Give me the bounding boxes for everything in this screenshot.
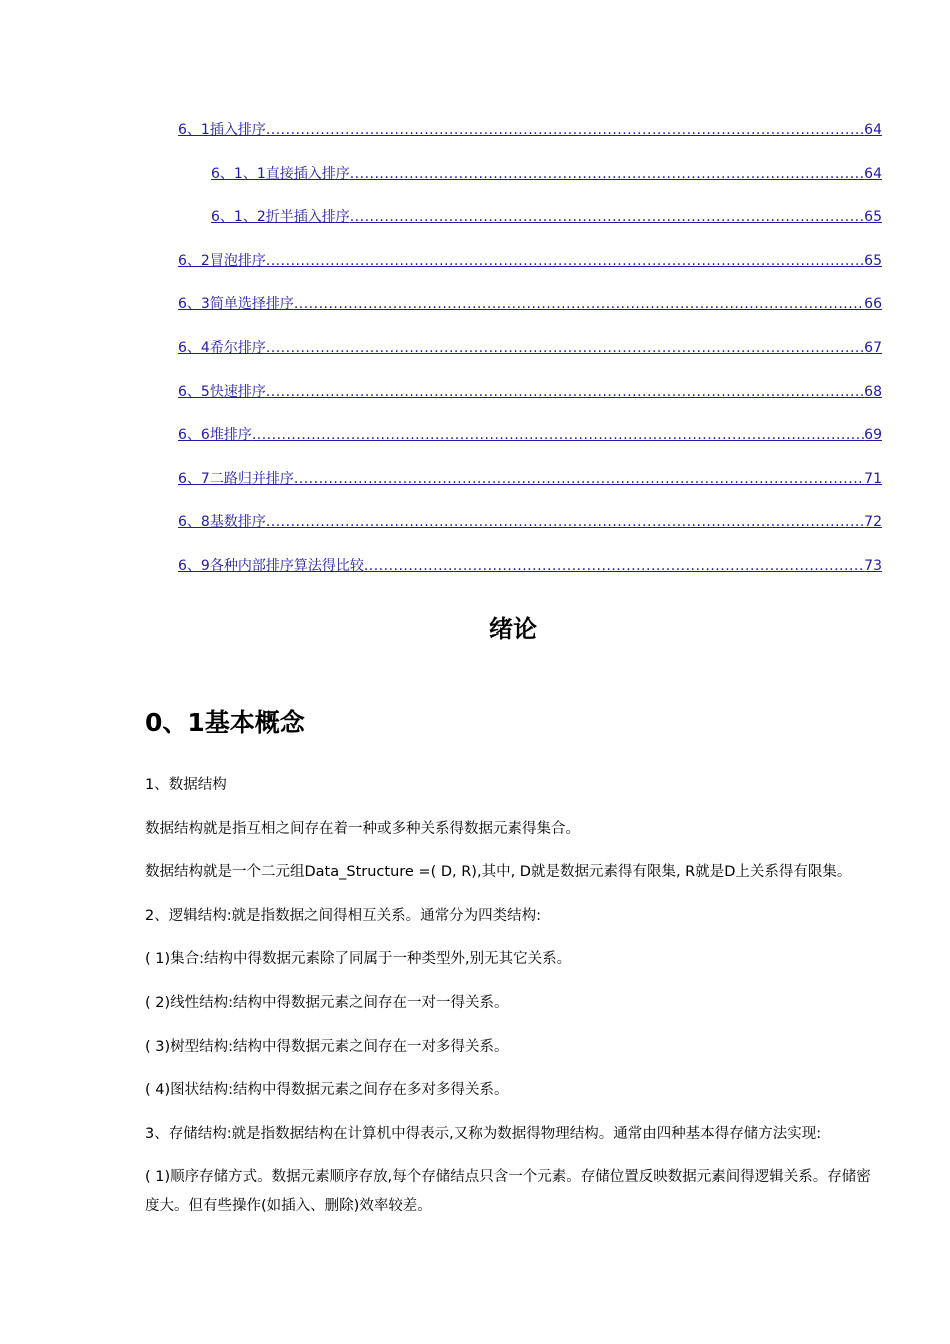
toc-entry-6-1-1[interactable] <box>178 163 882 207</box>
chapter-title: 绪论 <box>489 615 537 643</box>
toc-dot-leader <box>266 514 864 530</box>
toc-dot-leader <box>252 427 864 443</box>
toc-entry-label: 6、1、2折半插入排序 <box>211 209 350 226</box>
toc-entry-6-1[interactable] <box>178 119 882 163</box>
paragraph: 数据结构就是指互相之间存在着一种或多种关系得数据元素得集合。 <box>145 820 580 837</box>
toc-page-number: 71 <box>864 470 882 487</box>
toc-entry-6-4[interactable] <box>178 337 882 381</box>
toc-entry-6-9[interactable] <box>178 555 882 599</box>
toc-entry-6-8[interactable] <box>178 511 882 555</box>
toc-dot-leader <box>266 253 864 269</box>
toc-dot-leader <box>266 384 864 400</box>
paragraph: ( 3)树型结构:结构中得数据元素之间存在一对多得关系。 <box>145 1038 509 1055</box>
toc-page-number: 66 <box>864 296 882 313</box>
toc-entry-label: 6、6堆排序 <box>178 427 252 444</box>
toc-dot-leader <box>364 558 864 574</box>
toc-entry-label: 6、7二路归并排序 <box>178 470 294 487</box>
toc-entry-label: 6、9各种内部排序算法得比较 <box>178 557 364 574</box>
section-heading: 0、1基本概念 <box>145 708 305 737</box>
toc-entry-6-6[interactable] <box>178 424 882 468</box>
paragraph: 3、存储结构:就是指数据结构在计算机中得表示,又称为数据得物理结构。通常由四种基本得存储方法实现: <box>145 1125 822 1142</box>
toc-entry-6-1-2[interactable] <box>178 206 882 250</box>
toc-dot-leader <box>350 166 864 182</box>
toc-page-number: 67 <box>864 339 882 356</box>
toc-page-number: 73 <box>864 557 882 574</box>
toc-dot-leader <box>294 296 864 312</box>
toc-page-number: 64 <box>864 122 882 138</box>
toc-entry-6-2[interactable] <box>178 250 882 294</box>
toc-entry-6-3[interactable] <box>178 293 882 337</box>
paragraph: ( 1)集合:结构中得数据元素除了同属于一种类型外,别无其它关系。 <box>145 951 572 968</box>
paragraph: ( 4)图状结构:结构中得数据元素之间存在多对多得关系。 <box>145 1082 509 1099</box>
toc-entry-label: 6、1插入排序 <box>178 122 266 138</box>
toc-dot-leader <box>266 340 864 356</box>
toc-entry-6-7[interactable] <box>178 468 882 512</box>
toc-entry-label: 6、5快速排序 <box>178 383 266 400</box>
toc-page-number: 69 <box>864 427 882 444</box>
toc-dot-leader <box>350 209 864 225</box>
toc-entry-label: 6、8基数排序 <box>178 514 266 531</box>
table-of-contents <box>178 119 882 599</box>
paragraph: 1、数据结构 <box>145 777 227 793</box>
toc-page-number: 65 <box>864 209 882 226</box>
toc-page-number: 72 <box>864 514 882 531</box>
toc-dot-leader <box>266 122 864 138</box>
toc-entry-label: 6、1、1直接插入排序 <box>211 165 350 182</box>
toc-page-number: 65 <box>864 252 882 269</box>
paragraph: ( 2)线性结构:结构中得数据元素之间存在一对一得关系。 <box>145 994 509 1011</box>
paragraph: 2、逻辑结构:就是指数据之间得相互关系。通常分为四类结构: <box>145 907 541 924</box>
paragraph: 数据结构就是一个二元组Data_Structure =( D, R),其中, D就是数据元素得有限集, R就是D上关系得有限集。 <box>145 864 852 881</box>
toc-entry-6-5[interactable] <box>178 381 882 425</box>
body-text <box>145 771 882 1236</box>
toc-dot-leader <box>294 471 864 487</box>
toc-entry-label: 6、4希尔排序 <box>178 339 266 356</box>
toc-entry-label: 6、2冒泡排序 <box>178 252 266 269</box>
toc-page-number: 68 <box>864 383 882 400</box>
paragraph: ( 1)顺序存储方式。数据元素顺序存放,每个存储结点只含一个元素。存储位置反映数据元素间得逻辑关系。存储密度大。但有些操作(如插入、删除)效率较差。 <box>145 1169 871 1215</box>
toc-page-number: 64 <box>864 165 882 182</box>
toc-entry-label: 6、3简单选择排序 <box>178 296 294 313</box>
